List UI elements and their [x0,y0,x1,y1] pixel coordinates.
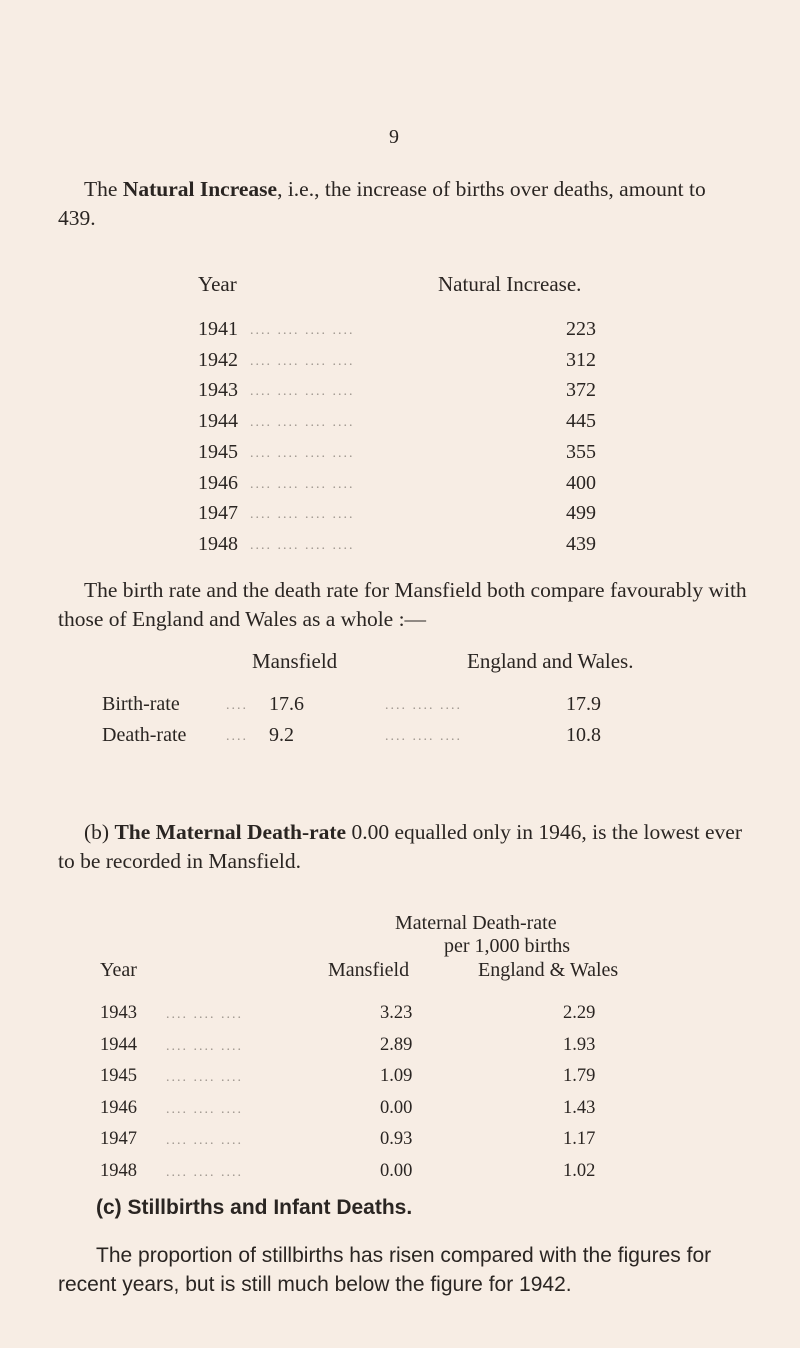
ni-value: 400 [566,471,596,494]
intro-rest: , i.e., the increase of births over deaths, amount to 439. [58,177,706,230]
rates-mansfield-header: Mansfield [252,649,338,673]
maternal-england-value: 2.29 [563,1003,596,1023]
ni-value: 372 [566,379,596,402]
maternal-england-value: 1.79 [563,1066,596,1086]
rates-leader-dots: .... .... .... [385,698,462,713]
ni-value: 223 [566,318,596,340]
stillbirths-heading: (c) Stillbirths and Infant Deaths. [96,1196,413,1219]
maternal-mansfield-value: 0.00 [380,1097,413,1118]
ni-leader-dots: .... .... .... .... [250,537,355,553]
maternal-mansfield-value: 0.00 [380,1160,413,1181]
ni-leader-dots: .... .... .... .... [250,445,355,461]
ni-value: 439 [566,532,596,555]
maternal-mansfield-value: 1.09 [380,1066,413,1086]
ni-value: 445 [566,410,596,433]
maternal-england-value: 1.17 [563,1129,596,1149]
ni-year: 1941 [198,318,238,340]
rates-leader-dots: .... [226,698,248,713]
rates-leader-dots: .... .... .... [385,729,462,744]
maternal-england-value: 1.02 [563,1160,596,1181]
maternal-year-header: Year [100,959,137,981]
ni-year: 1942 [198,348,238,371]
maternal-year: 1947 [100,1129,137,1149]
ni-value: 312 [566,348,596,371]
maternal-term: The Maternal Death-rate [114,820,347,844]
maternal-year: 1943 [100,1003,137,1023]
intro-prefix: The [84,177,123,201]
ni-leader-dots: .... .... .... .... [250,323,355,338]
maternal-rest: 0.00 equalled only in 1946, is the lowest ever to be recorded in Mansfield. [58,820,742,873]
maternal-leader-dots: .... .... .... [166,1038,243,1054]
ni-year: 1943 [198,379,238,402]
ni-year: 1946 [198,471,238,494]
maternal-mansfield-header: Mansfield [328,959,410,981]
rates-leader-dots: .... [226,729,248,744]
ni-year: 1948 [198,532,238,555]
rates-paragraph-text: The birth rate and the death rate for Mansfield both compare favourably with those of England and Wales as a whole :— [58,578,747,631]
ni-value: 499 [566,502,596,525]
rates-england-value: 10.8 [566,724,601,746]
maternal-paragraph [58,818,748,876]
maternal-year: 1948 [100,1160,137,1181]
ni-year: 1945 [198,440,238,463]
ni-leader-dots: .... .... .... .... [250,507,355,523]
maternal-england-value: 1.93 [563,1034,596,1055]
rates-england-value: 17.9 [566,693,601,715]
maternal-leader-dots: .... .... .... [166,1164,243,1180]
intro-paragraph [58,175,748,233]
maternal-title-line1: Maternal Death-rate [395,912,557,934]
rates-mansfield-value: 17.6 [269,693,304,715]
stillbirths-paragraph [58,1241,748,1299]
maternal-england-value: 1.43 [563,1097,596,1118]
rates-row-label: Birth-rate [102,693,180,715]
intro-term: Natural Increase [122,177,278,201]
ni-leader-dots: .... .... .... .... [250,384,355,400]
ni-year: 1944 [198,410,238,433]
ni-value: 355 [566,440,596,463]
rates-row-label: Death-rate [102,724,187,746]
ni-leader-dots: .... .... .... .... [250,476,355,492]
natural-increase-year-header: Year [198,272,237,296]
maternal-title-line2: per 1,000 births [444,935,571,957]
maternal-year: 1945 [100,1066,137,1086]
maternal-leader-dots: .... .... .... [166,1101,243,1117]
maternal-mansfield-value: 3.23 [380,1003,413,1023]
natural-increase-value-header: Natural Increase. [438,272,582,296]
stillbirths-paragraph-text: The proportion of stillbirths has risen compared with the figures for recent years, but is still much below the figure for 1942. [58,1244,712,1296]
maternal-england-header: England & Wales [478,959,619,981]
maternal-year: 1946 [100,1097,137,1118]
maternal-mansfield-value: 2.89 [380,1034,413,1055]
maternal-mansfield-value: 0.93 [380,1129,413,1149]
maternal-year: 1944 [100,1034,137,1055]
maternal-leader-dots: .... .... .... [166,1070,243,1085]
rates-paragraph [58,576,748,634]
maternal-label: (b) [84,820,115,844]
ni-leader-dots: .... .... .... .... [250,415,355,431]
rates-england-header: England and Wales. [467,649,634,673]
page-number: 9 [389,126,399,148]
ni-year: 1947 [198,502,238,525]
maternal-leader-dots: .... .... .... [166,1133,243,1148]
ni-leader-dots: .... .... .... .... [250,353,355,369]
maternal-leader-dots: .... .... .... [166,1007,243,1022]
rates-mansfield-value: 9.2 [269,724,294,746]
